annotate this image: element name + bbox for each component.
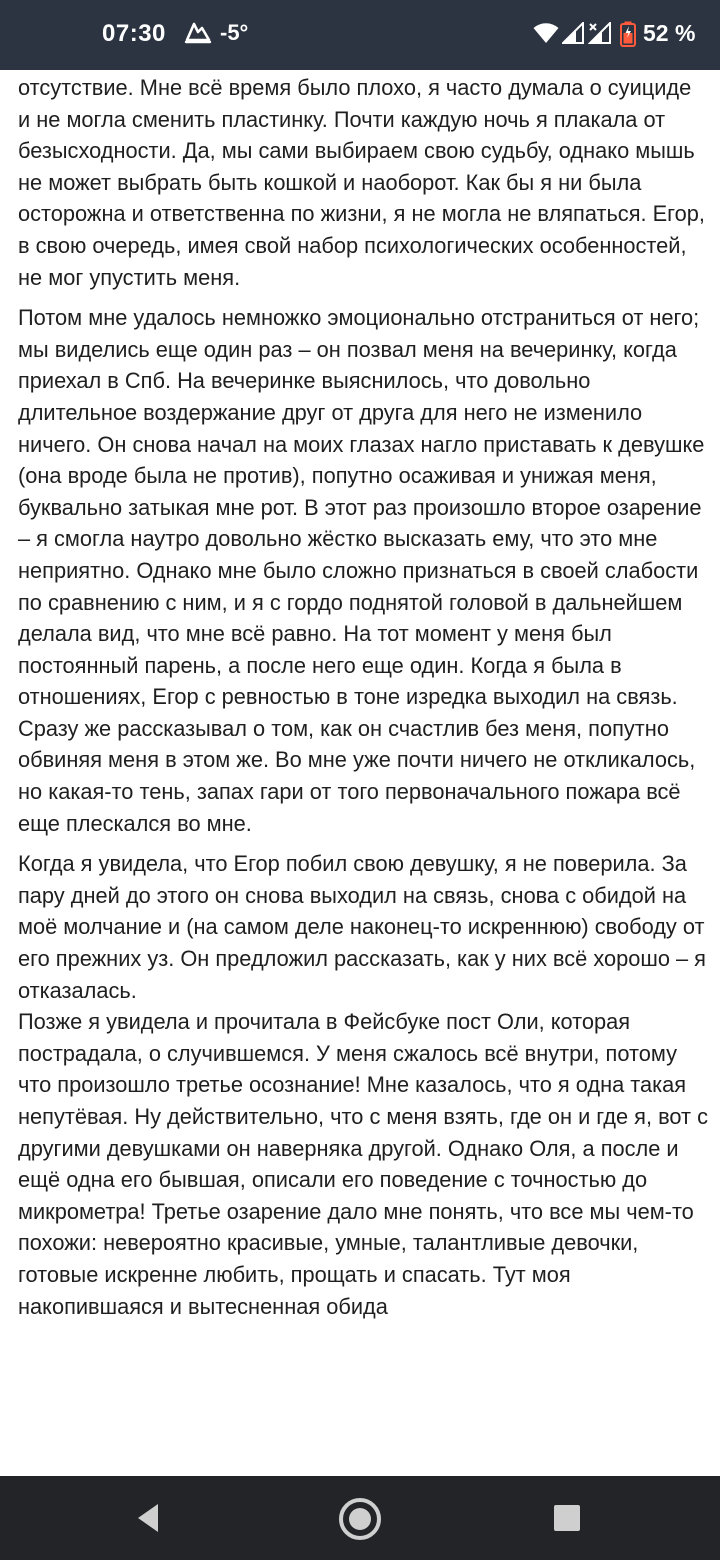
signal-no-data-icon <box>588 22 612 49</box>
home-circle-icon <box>337 1496 383 1542</box>
snow-weather-icon <box>184 20 212 51</box>
recent-apps-square-icon <box>545 1496 589 1540</box>
signal-strength-icon <box>562 22 584 49</box>
battery-icon <box>620 21 636 52</box>
back-triangle-icon <box>128 1496 172 1540</box>
navigation-bar <box>0 1476 720 1560</box>
recent-apps-button[interactable] <box>545 1496 589 1540</box>
status-bar <box>0 0 720 70</box>
home-button[interactable] <box>337 1496 381 1540</box>
back-button[interactable] <box>128 1496 172 1540</box>
paragraph: отсутствие. Мне всё время было плохо, я часто думала о суициде и не могла сменить пластинку. Почти каждую ночь я плакала от безысходности. Да, мы сами выбираем свою судьбу, однако мышь не может выбрать быть кошкой и наоборот. Как бы я ни была осторожна и ответственна по жизни, я не могла не вляпаться. Егор, в свою очередь, имея свой набор психологических особенностей, не мог упустить меня. <box>18 75 705 290</box>
wifi-icon <box>533 22 559 49</box>
paragraph: Когда я увидела, что Егор побил свою девушку, я не поверила. За пару дней до этого он снова выходил на связь, снова с обидой на моё молчание и (на самом деле наконец-то искреннюю) свободу от его прежних уз. Он предложил рассказать, как у них всё хорошо – я отказалась. <box>18 851 706 1003</box>
paragraph: Позже я увидела и прочитала в Фейсбуке пост Оли, которая пострадала, о случившемся. У меня сжалось всё внутри, потому что произошло третье осознание! Мне казалось, что я одна такая непутёвая. Ну действительно, что с меня взять, где он и где я, вот с другими девушками он наверняка другой. Однако Оля, а после и ещё одна его бывшая, описали его поведение с точностью до микрометра! Третье озарение дало мне понять, что все мы чем-то похожи: невероятно красивые, умные, талантливые девочки, готовые искренне любить, прощать и спасать. Тут моя накопившаяся и вытесненная обида <box>18 1009 708 1319</box>
temperature-text: -5° <box>220 20 249 45</box>
paragraph: Потом мне удалось немножко эмоционально отстраниться от него; мы виделись еще один раз – он позвал меня на вечеринку, когда приехал в Спб. На вечеринке выяснилось, что довольно длительное воздержание друг от друга для него не изменило ничего. Он снова начал на моих глазах нагло приставать к девушке (она вроде была не против), попутно осаживая и унижая меня, буквально затыкая мне рот. В этот раз произошло второе озарение – я смогла наутро довольно жёстко высказать ему, что это мне неприятно. Однако мне было сложно признаться в своей слабости по сравнению с ним, и я с гордо поднятой головой в дальнейшем делала вид, что мне всё равно. На тот момент у меня был постоянный парень, а после него еще один. Когда я была в отношениях, Егор с ревностью в тоне изредка выходил на связь. Сразу же рассказывал о том, как он счастлив без меня, попутно обвиняя меня в этом же. Во мне уже почти ничего не откликалось, но какая-то тень, запах гари от того первоначального пожара всё еще плескался во мне. <box>18 305 705 836</box>
article-content[interactable] <box>0 70 720 1476</box>
battery-percent: 52 % <box>643 20 696 46</box>
clock-time: 07:30 <box>102 20 166 47</box>
